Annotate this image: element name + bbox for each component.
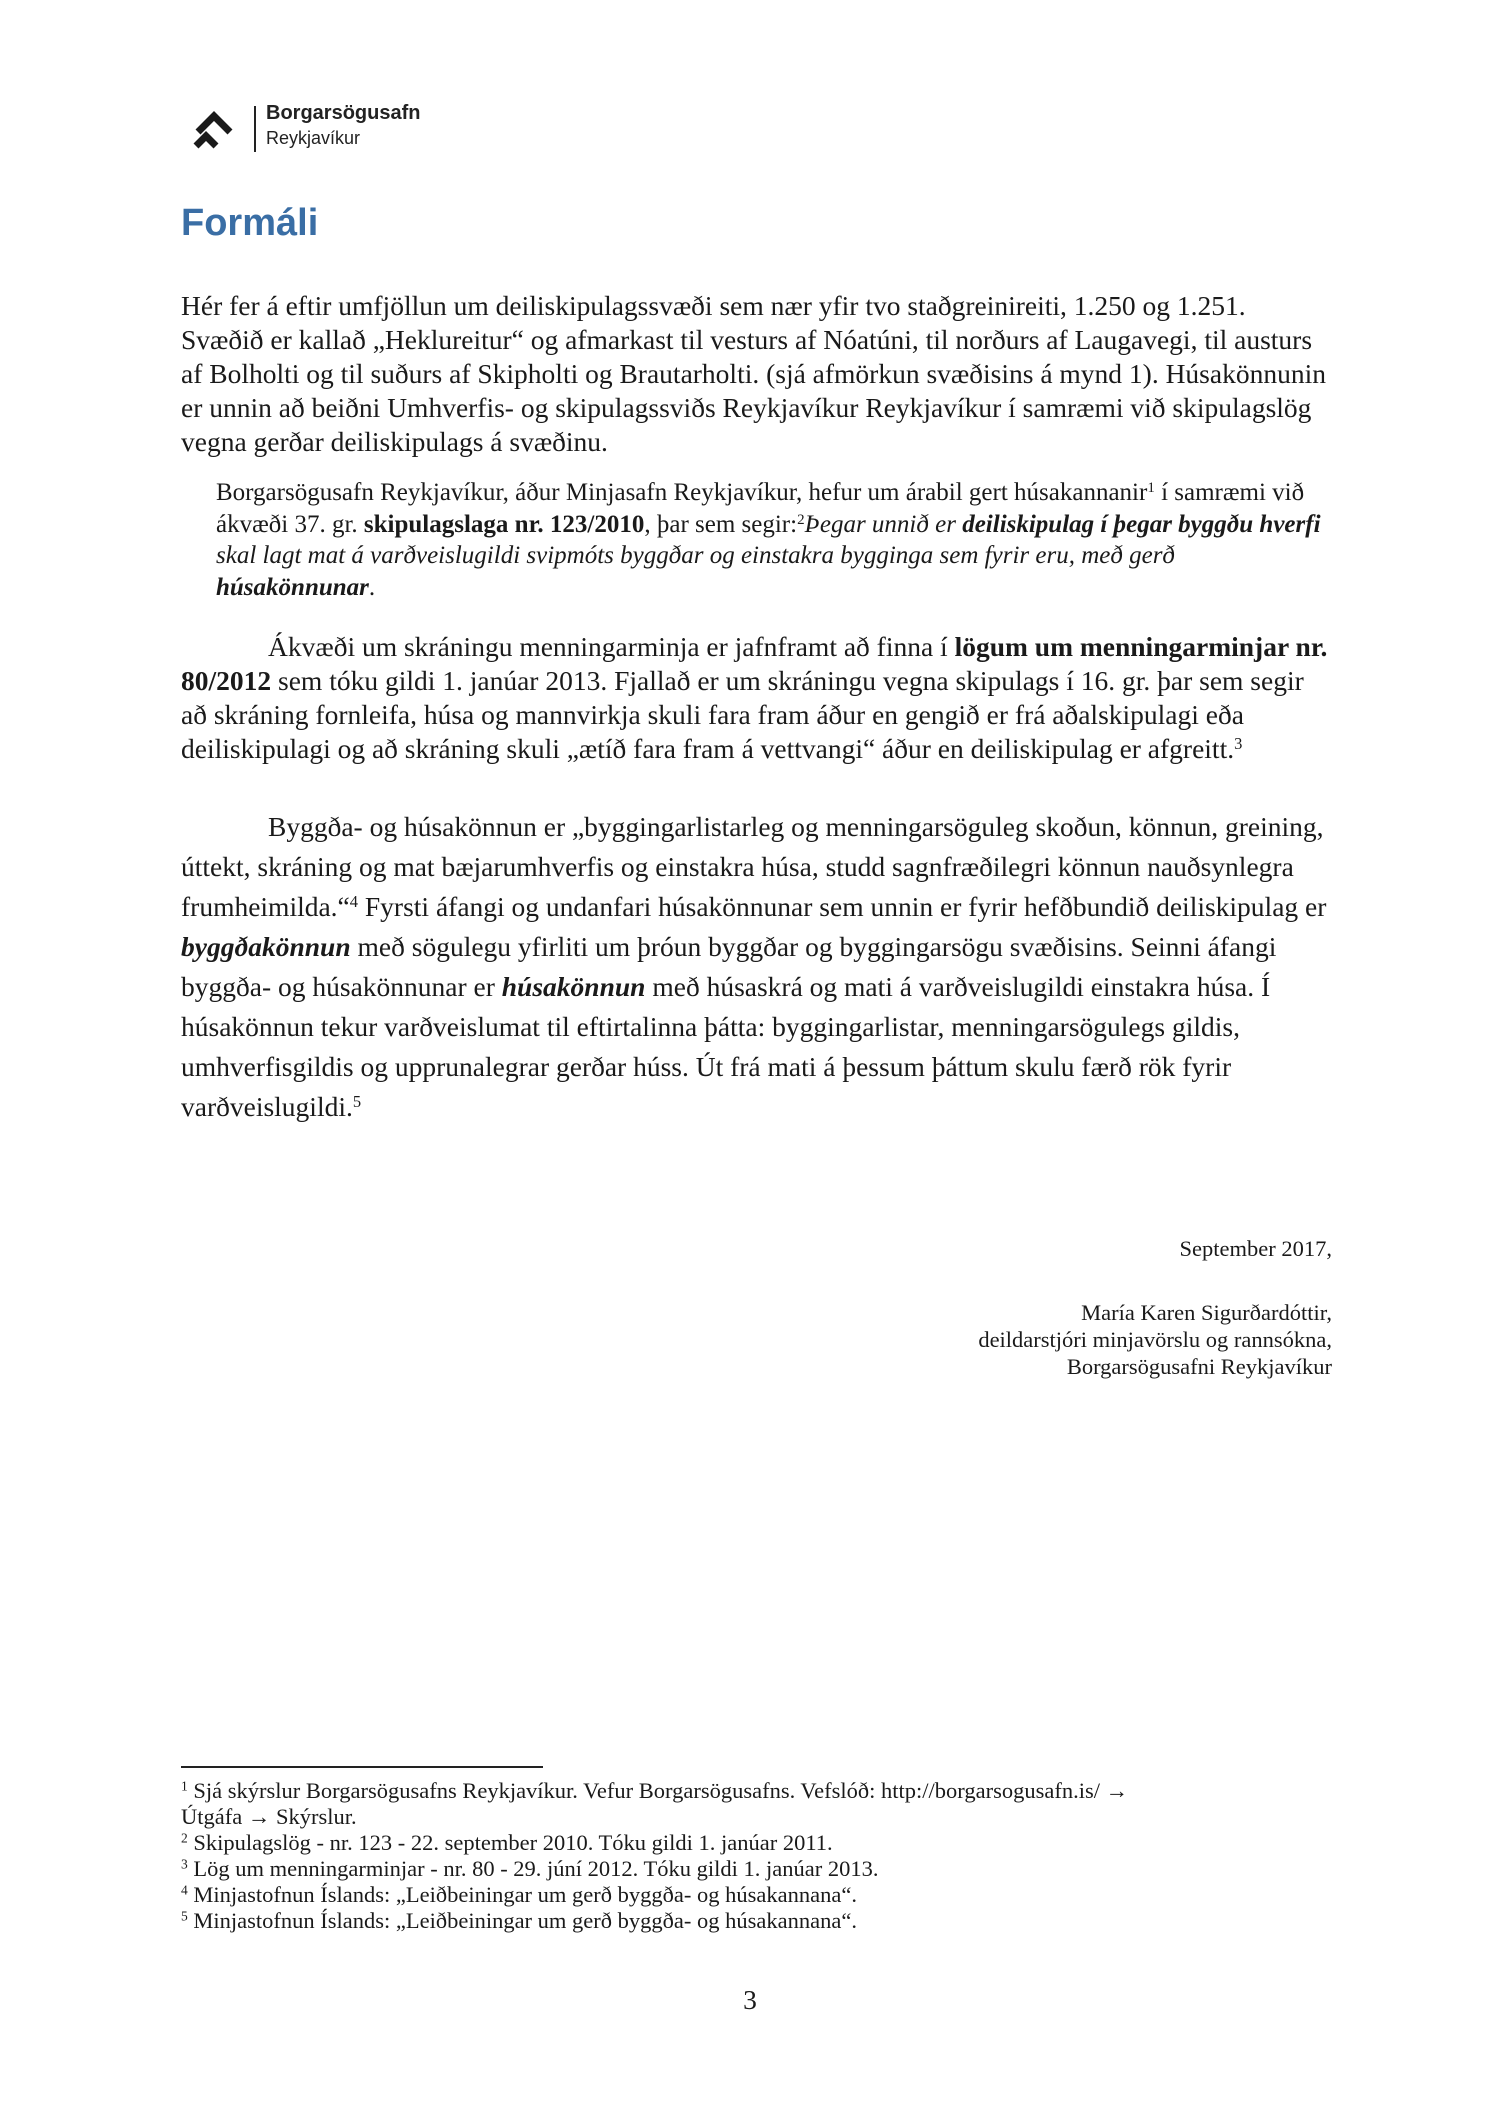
- footnote-ref-5[interactable]: 5: [352, 1091, 362, 1111]
- page-title: Formáli: [181, 202, 319, 244]
- logo-mark-icon: [192, 110, 242, 150]
- logo-divider: [254, 106, 256, 152]
- signature-name: María Karen Sigurðardóttir,: [1081, 1300, 1332, 1325]
- footnote-ref-1[interactable]: 1: [1147, 479, 1155, 496]
- paragraph-survey: Byggða- og húsakönnun er „byggingarlistarleg og menningarsöguleg skoðun, könnun, greining, úttekt, skráning og mat bæjarumhverfis og einstakra húsa, studd sagnfræðilegri könnun nauðsynlegra frumheimilda.“$^4$ Fyrsti áfangi og undanfari húsakönnunar sem unnin er fyrir hefðbundið deiliskipulag er byggðakönnun með sögulegu yfirliti um þróun byggðar og byggingarsögu svæðisins. Seinni áfangi byggða- og húsakönnunar er húsakönnun með húsaskrá og mati á varðveislugildi einstakra húsa. Í húsakönnun tekur varðveislumat til eftirtalinna þátta: byggingarlistar, menningarsögulegs gildis, umhverfisgildis og upprunalegrar gerðar húss. Út frá mati á þessum þáttum skulu færð rök fyrir varðveislugildi.$^5$: [181, 811, 1327, 1122]
- footnote-ref-2[interactable]: 2: [797, 511, 805, 528]
- page-number: 3: [743, 1984, 757, 2015]
- footnote-ref-3[interactable]: 3: [1234, 733, 1243, 753]
- logo-title: Borgarsögusafn: [266, 102, 421, 124]
- block-quote: Borgarsögusafn Reykjavíkur, áður Minjasafn Reykjavíkur, hefur um árabil gert húsakannanir$^1$ í samræmi við ákvæði 37. gr. skipulagslaga nr. 123/2010, þar sem segir:$^2$Þegar unnið er deiliskipulag í þegar byggðu hverfi skal lagt mat á varðveislugildi svipmóts byggðar og einstakra bygginga sem fyrir eru, með gerð húsakönnunar.: [216, 479, 1321, 601]
- footnote-1: $^1$ Sjá skýrslur Borgarsögusafns Reykjavíkur. Vefur Borgarsögusafns. Vefslóð: http://borgarsogusafn.is/ → Útgáfa → Skýrslur.: [181, 1778, 1129, 1829]
- signature-org: Borgarsögusafni Reykjavíkur: [1066, 1354, 1332, 1379]
- footnote-separator: [181, 1766, 543, 1768]
- footnote-ref-4[interactable]: 4: [349, 891, 359, 911]
- footnote-2: $^2$ Skipulagslög - nr. 123 - 22. september 2010. Tóku gildi 1. janúar 2011.: [181, 1830, 833, 1855]
- logo-subtitle: Reykjavíkur: [266, 128, 361, 148]
- footnote-4: $^4$ Minjastofnun Íslands: „Leiðbeiningar um gerð byggða- og húsakannana“.: [181, 1882, 857, 1907]
- footnote-3: $^3$ Lög um menningarminjar - nr. 80 - 29. júní 2012. Tóku gildi 1. janúar 2013.: [181, 1856, 879, 1881]
- signature-block: [978, 1299, 1332, 1380]
- footnotes: [181, 1778, 1331, 1934]
- arrow-right-icon: →: [247, 1804, 271, 1829]
- signature-role: deildarstjóri minjavörslu og rannsókna,: [978, 1327, 1332, 1352]
- paragraph-law: Ákvæði um skráningu menningarminja er jafnframt að finna í lögum um menningarminjar nr. 80/2012 sem tóku gildi 1. janúar 2013. Fjallað er um skráningu vegna skipulags í 16. gr. þar sem segir að skráning fornleifa, húsa og mannvirkja skuli fara fram áður en gengið er frá aðalskipulagi eða deiliskipulagi og að skráning skuli „ætíð fara fram á vettvangi“ áður en deiliskipulag er afgreitt.$^3$: [181, 631, 1328, 764]
- footnote-5: $^5$ Minjastofnun Íslands: „Leiðbeiningar um gerð byggða- og húsakannana“.: [181, 1908, 857, 1933]
- date: September 2017,: [1179, 1236, 1332, 1261]
- arrow-right-icon: →: [1105, 1778, 1129, 1803]
- paragraph-intro: Hér fer á eftir umfjöllun um deiliskipulagssvæði sem nær yfir tvo staðgreinireiti, 1.250 og 1.251. Svæðið er kallað „Heklureitur“ og afmarkast til vesturs af Nóatúni, til norðurs af Laugavegi, til austurs af Bolholti og til suðurs af Skipholti og Brautarholti. (sjá afmörkun svæðisins á mynd 1). Húsakönnunin er unnin að beiðni Umhverfis- og skipulagssviðs Reykjavíkur Reykjavíkur í samræmi við skipulagslög vegna gerðar deiliskipulags á svæðinu.: [181, 290, 1326, 457]
- logo: [192, 104, 492, 156]
